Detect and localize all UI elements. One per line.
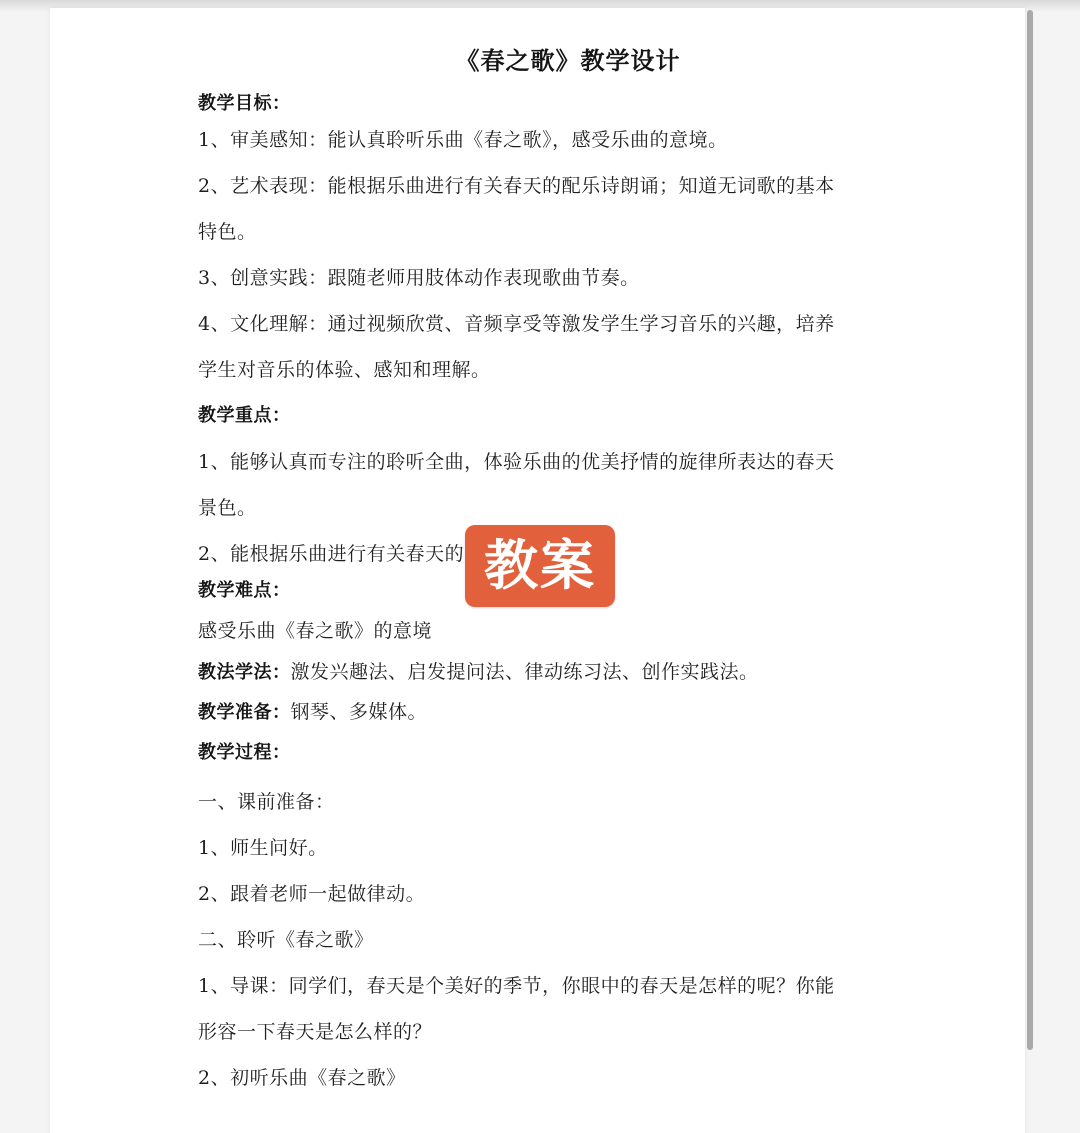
objective-line: 特色。	[198, 221, 257, 243]
process-heading: 教学过程：	[198, 742, 291, 763]
preparation-label: 教学准备：	[198, 702, 291, 723]
objective-line: 1、审美感知：能认真聆听乐曲《春之歌》，感受乐曲的意境。	[198, 129, 728, 151]
objective-line: 3、创意实践：跟随老师用肢体动作表现歌曲节奏。	[198, 267, 640, 289]
difficulty-text: 感受乐曲《春之歌》的意境	[198, 620, 433, 642]
lesson-plan-badge: 教案	[465, 525, 615, 607]
methods-label: 教法学法：	[198, 662, 291, 683]
objective-line: 学生对音乐的体验、感知和理解。	[198, 359, 491, 381]
document-title: 《春之歌》教学设计	[455, 47, 681, 75]
difficulty-heading: 教学难点：	[198, 580, 291, 601]
process-line: 1、师生问好。	[198, 837, 328, 859]
vertical-scrollbar[interactable]	[1027, 10, 1033, 1050]
methods-text: 激发兴趣法、启发提问法、律动练习法、创作实践法。	[290, 661, 759, 683]
methods-line	[198, 660, 759, 685]
process-line: 二、聆听《春之歌》	[198, 929, 374, 951]
process-line: 2、跟着老师一起做律动。	[198, 883, 426, 905]
preparation-line	[198, 700, 427, 725]
key-point-line: 景色。	[198, 497, 257, 519]
process-line: 2、初听乐曲《春之歌》	[198, 1067, 406, 1089]
key-point-line: 1、能够认真而专注的聆听全曲，体验乐曲的优美抒情的旋律所表达的春天	[198, 451, 835, 473]
key-point-line: 2、能根据乐曲进行有关春天的	[198, 543, 465, 565]
key-points-heading: 教学重点：	[198, 405, 291, 426]
objective-line: 2、艺术表现：能根据乐曲进行有关春天的配乐诗朗诵；知道无词歌的基本	[198, 175, 835, 197]
preparation-text: 钢琴、多媒体。	[290, 701, 428, 723]
process-line: 形容一下春天是怎么样的？	[198, 1021, 433, 1043]
objective-line: 4、文化理解：通过视频欣赏、音频享受等激发学生学习音乐的兴趣，培养	[198, 313, 835, 335]
process-line: 1、导课：同学们，春天是个美好的季节，你眼中的春天是怎样的呢？你能	[198, 975, 835, 997]
process-line: 一、课前准备：	[198, 791, 335, 813]
objectives-heading: 教学目标：	[198, 93, 291, 114]
